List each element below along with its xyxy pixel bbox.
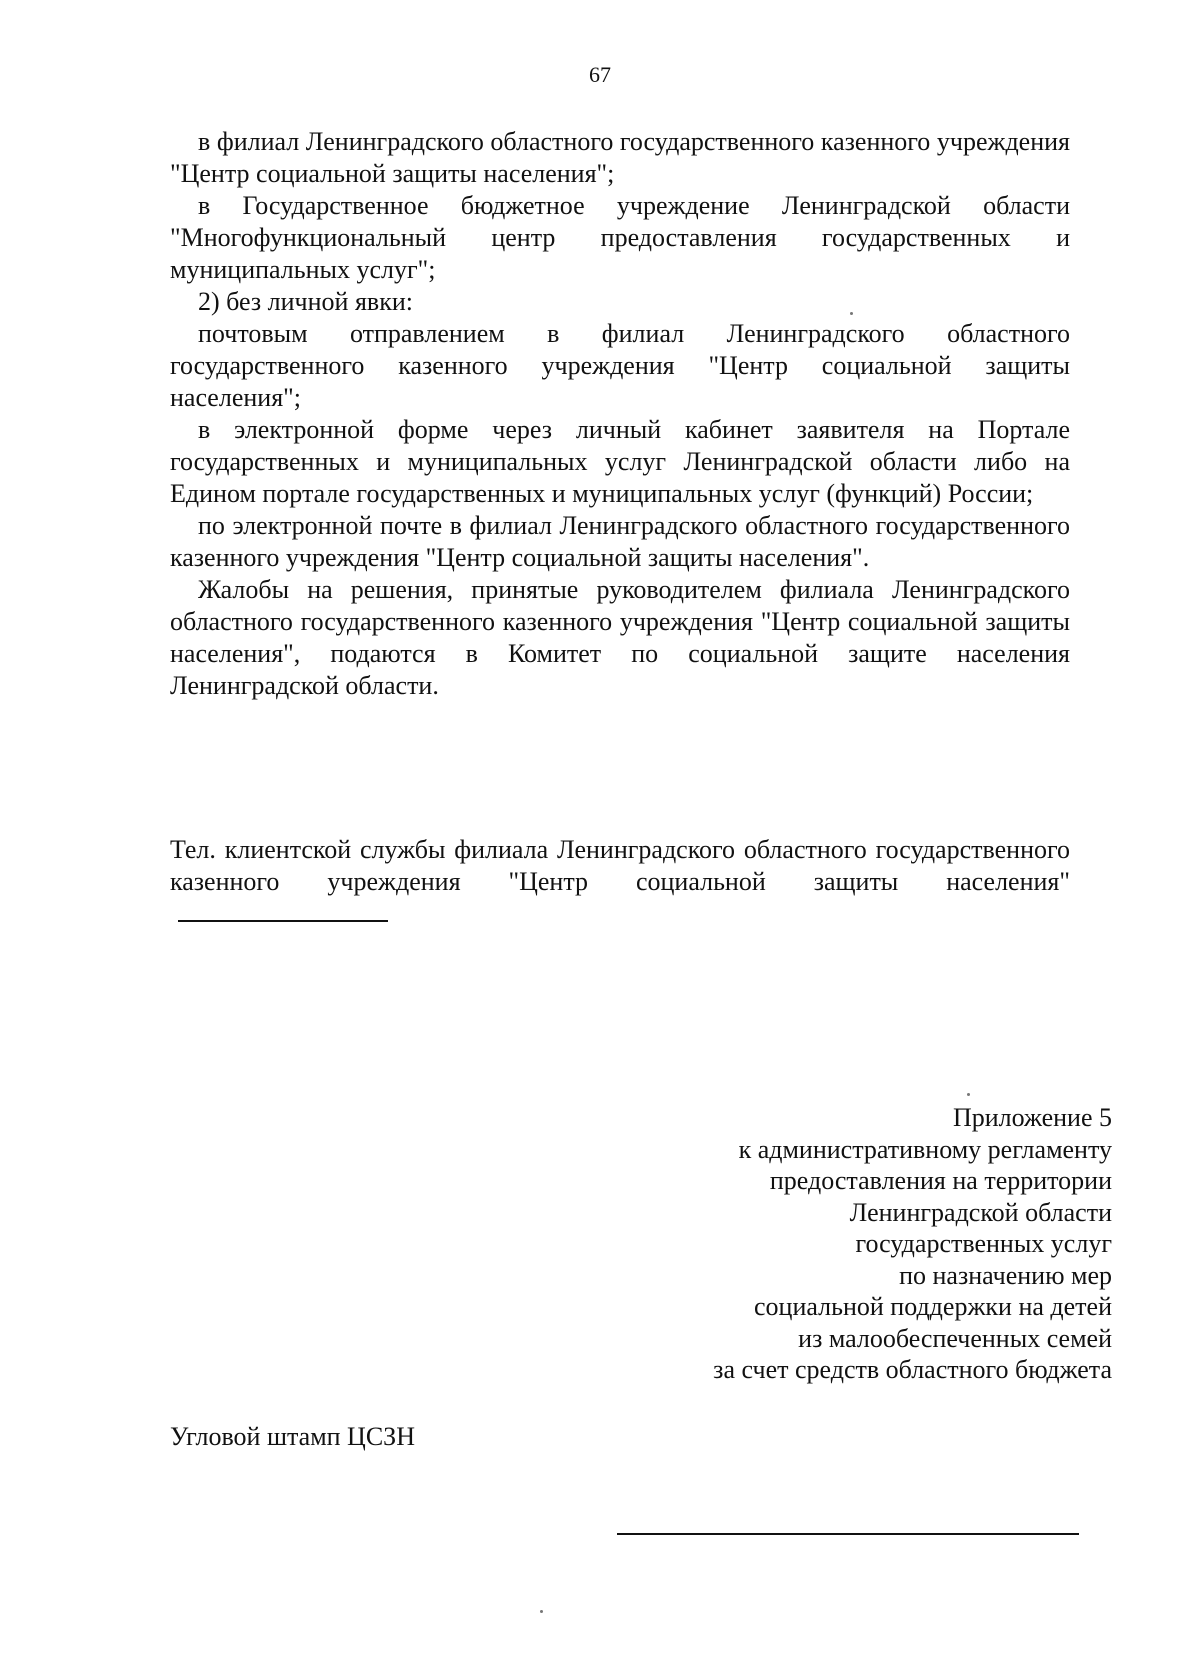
paragraph-electronic-form: в электронной форме через личный кабинет заявителя на Портале государственных и муниципальных услуг Ленинградской области либо на Едином портале государственных и муниципальных услуг (функций) России;: [170, 415, 1070, 508]
appendix-line: за счет средств областного бюджета: [713, 1355, 1112, 1384]
page-number: 67: [589, 62, 611, 87]
paragraph-branch-office: в филиал Ленинградского областного государственного казенного учреждения "Центр социальной защиты населения";: [170, 127, 1070, 188]
client-service-phone: [170, 834, 1070, 930]
appendix-header: [592, 1102, 1112, 1386]
paragraph-postal: почтовым отправлением в филиал Ленинградского областного государственного казенного учреждения "Центр социальной защиты населения";: [170, 319, 1070, 412]
scan-speck: [967, 1093, 970, 1096]
paragraph-email: по электронной почте в филиал Ленинградского областного государственного казенного учреждения "Центр социальной защиты населения".: [170, 511, 1070, 572]
scan-speck: [850, 312, 853, 315]
appendix-line: государственных услуг: [855, 1229, 1112, 1258]
paragraph-complaints: Жалобы на решения, принятые руководителем филиала Ленинградского областного государственного казенного учреждения "Центр социальной защиты населения", подаются в Комитет по социальной защите населения Ленинградской области.: [170, 575, 1070, 700]
corner-stamp-label: Угловой штамп ЦСЗН: [170, 1422, 415, 1451]
appendix-line: по назначению мер: [899, 1260, 1112, 1290]
phone-label: Тел. клиентской службы филиала Ленинградского областного государственного казенного учреждения "Центр социальной защиты населения": [170, 835, 1070, 896]
scan-speck: [540, 1610, 543, 1613]
phone-paragraph: [170, 834, 1070, 930]
body-text: [170, 126, 1070, 702]
appendix-line: Ленинградской области: [849, 1197, 1112, 1227]
phone-blank-line: [178, 898, 388, 922]
appendix-line: к административному регламенту: [738, 1134, 1112, 1164]
paragraph-mfc: в Государственное бюджетное учреждение Ленинградской области "Многофункциональный центр предоставления государственных и муниципальных услуг";: [170, 191, 1070, 284]
signature-line: [617, 1533, 1079, 1535]
paragraph-without-visit: 2) без личной явки:: [198, 287, 413, 316]
appendix-line: из малообеспеченных семей: [798, 1323, 1112, 1353]
appendix-line: предоставления на территории: [769, 1166, 1112, 1195]
appendix-line: Приложение 5: [952, 1103, 1112, 1132]
appendix-line: социальной поддержки на детей: [753, 1292, 1112, 1321]
